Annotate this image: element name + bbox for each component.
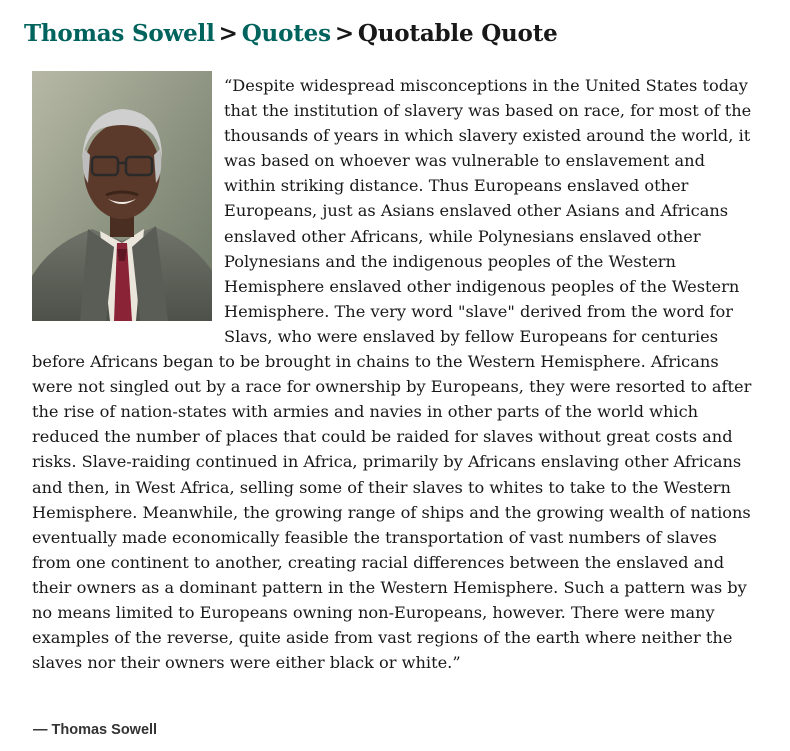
breadcrumb-author-link[interactable]: Thomas Sowell xyxy=(24,20,215,47)
author-photo[interactable] xyxy=(32,71,212,321)
breadcrumb-separator: > xyxy=(334,20,354,47)
quote-block xyxy=(32,71,760,675)
quote-attribution: ― Thomas Sowell xyxy=(33,722,158,738)
page-title: Quotable Quote xyxy=(357,20,558,47)
breadcrumb xyxy=(24,18,558,50)
breadcrumb-separator: > xyxy=(218,20,238,47)
quote-text: “Despite widespread misconceptions in the United States today that the institution of slavery was based on race, for most of the thousands of years in which slavery existed around the world, it was based on whoever was vulnerable to enslavement and within striking distance. Thus Europeans enslaved other Europeans, just as Asians enslaved other Asians and Africans enslaved other Africans, while Polynesians enslaved other Polynesians and the indigenous peoples of the Western Hemisphere enslaved other indigenous peoples of the Western Hemisphere. The very word "slave" derived from the word for Slavs, who were enslaved by fellow Europeans for centuries before Africans began to be brought in chains to the Western Hemisphere. Africans were not singled out by a race for ownership by Europeans, they were resorted to after the rise of nation-states with armies and navies in other parts of the world which reduced the number of places that could be raided for slaves without great costs and risks. Slave-raiding continued in Africa, primarily by Africans enslaving other Africans and then, in West Africa, selling some of their slaves to whites to take to the Western Hemisphere. Meanwhile, the growing range of ships and the growing wealth of nations eventually made economically feasible the transportation of vast numbers of slaves from one continent to another, creating racial differences between the enslaved and their owners as a dominant pattern in the Western Hemisphere. Such a pattern was by no means limited to Europeans owning non-Europeans, however. There were many examples of the reverse, quite aside from vast regions of the earth where neither the slaves nor their owners were either black or white.” xyxy=(32,76,752,673)
breadcrumb-quotes-link[interactable]: Quotes xyxy=(241,20,331,47)
